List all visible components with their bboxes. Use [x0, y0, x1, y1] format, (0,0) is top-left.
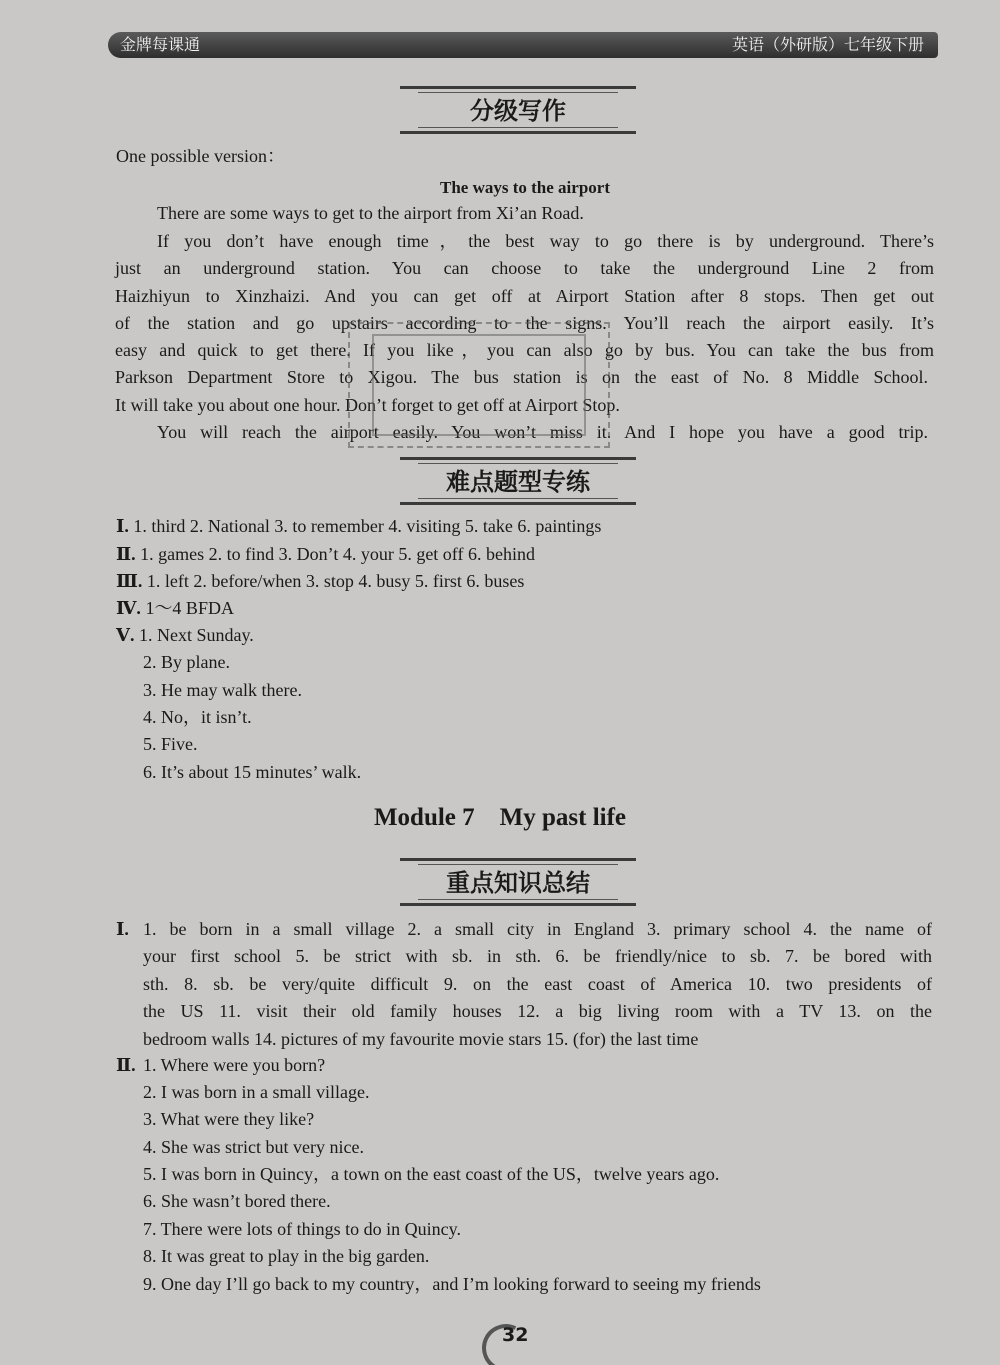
- book-series-title: 金牌每课通: [120, 35, 201, 54]
- section-title-writing: 分级写作: [400, 86, 636, 134]
- answer-row: [116, 513, 601, 540]
- essay-title: The ways to the airport: [440, 178, 610, 197]
- sentence-line: 1. Where were you born?: [143, 1055, 326, 1075]
- essay-line: Parkson Department Store to Xigou. The bus station is on the east of No. 8 Middle School.: [115, 367, 928, 387]
- section-title-practice: 难点题型专练: [400, 457, 636, 505]
- book-subject-title: 英语（外研版）七年级下册: [731, 35, 924, 54]
- answer-label: Ⅰ.: [116, 516, 129, 536]
- sentence-line: 9. One day I’ll go back to my country，and I’m looking forward to seeing my friends: [143, 1274, 761, 1294]
- sentence-line: 4. She was strict but very nice.: [143, 1137, 364, 1157]
- sentence-line: 6. She wasn’t bored there.: [143, 1191, 331, 1211]
- answer-subitem: 5. Five.: [143, 734, 198, 754]
- summary-line: the US 11. visit their old family houses 12. a big living room with a TV 13. on the: [143, 1001, 932, 1021]
- essay-line: just an underground station. You can choose to take the underground Line 2 from: [115, 258, 934, 278]
- answer-text: 1. third 2. National 3. to remember 4. visiting 5. take 6. paintings: [133, 516, 602, 536]
- essay-line: There are some ways to get to the airport from Xi’an Road.: [157, 203, 584, 223]
- sentence-line: 8. It was great to play in the big garden.: [143, 1246, 430, 1266]
- answer-label: Ⅴ.: [116, 625, 135, 645]
- page-header: [108, 32, 938, 58]
- answer-row: [116, 595, 234, 622]
- section-title-summary: 重点知识总结: [400, 858, 636, 906]
- answer-label: Ⅳ.: [116, 598, 141, 618]
- answer-text: 1. left 2. before/when 3. stop 4. busy 5. first 6. buses: [146, 571, 525, 591]
- essay-line: If you don’t have enough time，the best way to go there is by underground. There’s: [157, 231, 934, 251]
- answer-row: [116, 568, 524, 595]
- page-number-text: 32: [502, 1324, 529, 1346]
- answer-subitem: 2. By plane.: [143, 652, 230, 672]
- answer-text: 1. Next Sunday.: [138, 625, 254, 645]
- page-number: [480, 1320, 550, 1356]
- answer-subitem: 6. It’s about 15 minutes’ walk.: [143, 762, 362, 782]
- answer-label: Ⅲ.: [116, 571, 143, 591]
- sentence-line: 5. I was born in Quincy，a town on the east coast of the US，twelve years ago.: [143, 1164, 720, 1184]
- answer-row: [116, 541, 535, 568]
- essay-line: easy and quick to get there. If you like，you can also go by bus. You can take the bus from: [115, 340, 934, 360]
- part-label: Ⅰ.: [116, 919, 129, 939]
- essay-line: It will take you about one hour. Don’t forget to get off at Airport Stop.: [115, 395, 620, 415]
- essay-line: Haizhiyun to Xinzhaizi. And you can get off at Airport Station after 8 stops. Then get out: [115, 286, 934, 306]
- essay-intro: One possible version：: [116, 146, 285, 166]
- module-title: Module 7 My past life: [373, 804, 627, 831]
- sentence-line: 2. I was born in a small village.: [143, 1082, 370, 1102]
- answer-text: 1～4 BFDA: [145, 598, 234, 618]
- answer-subitem: 3. He may walk there.: [143, 680, 302, 700]
- summary-line: bedroom walls 14. pictures of my favourite movie stars 15. (for) the last time: [143, 1029, 699, 1049]
- summary-line: sth. 8. sb. be very/quite difficult 9. on the east coast of America 10. two presidents of: [143, 974, 932, 994]
- sentence-line: 7. There were lots of things to do in Quincy.: [143, 1219, 461, 1239]
- answer-text: 1. games 2. to find 3. Don’t 4. your 5. get off 6. behind: [140, 544, 535, 564]
- answer-subitem: 4. No，it isn’t.: [143, 707, 252, 727]
- answer-row: [116, 622, 254, 649]
- part-label: Ⅱ.: [116, 1055, 136, 1075]
- summary-line: your first school 5. be strict with sb. in sth. 6. be friendly/nice to sb. 7. be bored with: [143, 946, 932, 966]
- answer-label: Ⅱ.: [116, 544, 136, 564]
- sentence-line: 3. What were they like?: [143, 1109, 315, 1129]
- summary-line: 1. be born in a small village 2. a small city in England 3. primary school 4. the name of: [143, 919, 932, 939]
- watermark-stamp: [348, 322, 610, 448]
- essay-line: You will reach the airport easily. You won’t miss it. And I hope you have a good trip.: [157, 422, 928, 442]
- essay-line: of the station and go upstairs according to the signs. You’ll reach the airport easily. It’s: [115, 313, 934, 333]
